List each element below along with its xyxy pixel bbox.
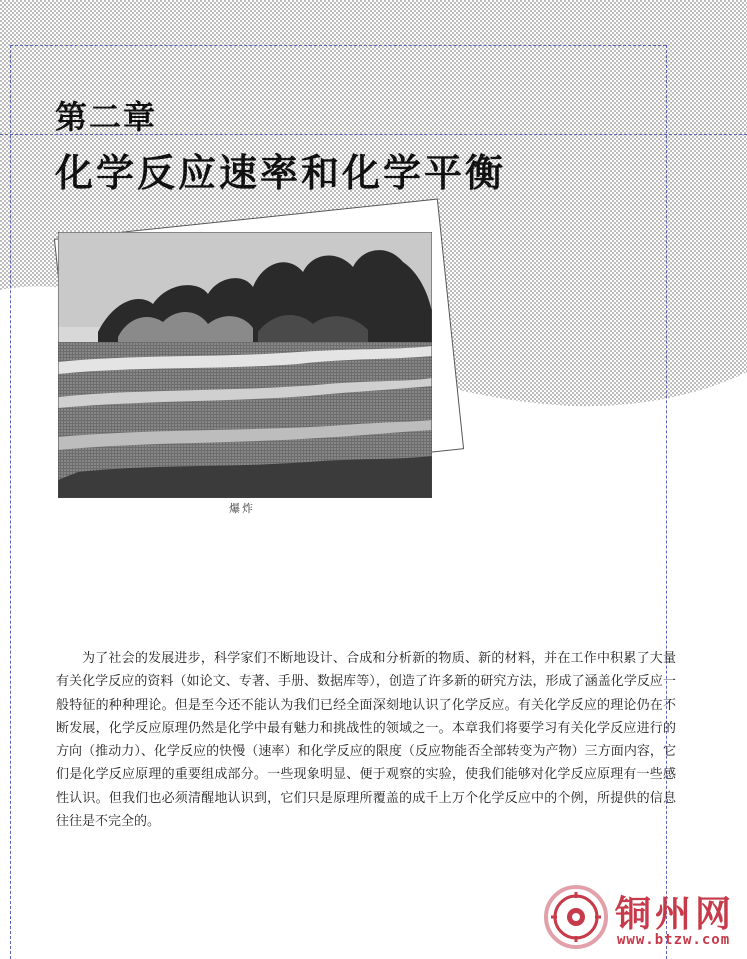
seal-logo-icon xyxy=(543,884,609,950)
margin-guide-left xyxy=(10,45,11,959)
explosion-photo xyxy=(58,232,432,498)
body-paragraph: 为了社会的发展进步，科学家们不断地设计、合成和分析新的物质、新的材料，并在工作中积累了大量有关化学反应的资料（如论文、专著、手册、数据库等），创造了许多新的研究方法，形成了涵盖化学反应一般特征的种种理论。但是至今还不能认为我们已经全面深刻地认识了化学反应。有关化学反应的理论仍在不断发展，化学反应原理仍然是化学中最有魅力和挑战性的领域之一。本章我们将要学习有关化学反应进行的方向（推动力）、化学反应的快慢（速率）和化学反应的限度（反应物能否全部转变为产物）三方面内容，它们是化学反应原理的重要组成部分。一些现象明显、便于观察的实验，使我们能够对化学反应原理有一些感性认识。但我们也必须清醒地认识到，它们只是原理所覆盖的成千上万个化学反应中的个例，所提供的信息往往是不完全的。 xyxy=(56,651,676,830)
site-watermark xyxy=(543,884,743,954)
margin-guide-top xyxy=(10,45,666,46)
explosion-figure xyxy=(58,210,468,492)
chapter-number: 第二章 xyxy=(55,98,158,136)
figure-caption: 爆炸 xyxy=(229,502,255,515)
chapter-title: 化学反应速率和化学平衡 xyxy=(55,150,507,195)
watermark-url: www.btzw.com xyxy=(617,932,731,948)
watermark-name: 铜州网 xyxy=(615,893,736,935)
